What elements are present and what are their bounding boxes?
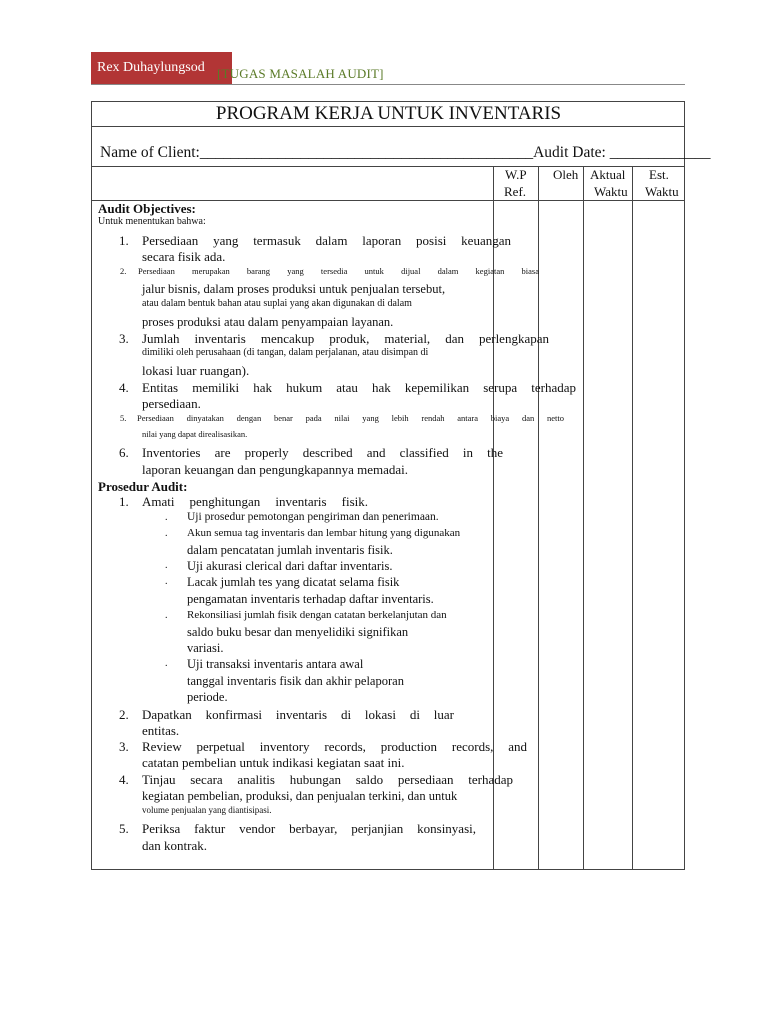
col-divider-est: [632, 166, 633, 869]
list-number: 4.: [119, 380, 129, 395]
list-text-line: persediaan.: [142, 396, 201, 411]
list-text-line: catatan pembelian untuk indikasi kegiatan saat ini.: [142, 755, 405, 770]
objectives-intro: Untuk menentukan bahwa:: [98, 216, 206, 227]
col-header-oleh: Oleh: [553, 167, 579, 182]
table-border-left: [91, 101, 92, 870]
sub-text-line: Uji akurasi clerical dari daftar inventaris.: [187, 559, 393, 573]
objectives-heading: Audit Objectives:: [98, 201, 196, 216]
table-border-top: [91, 101, 685, 102]
sub-bullet: .: [165, 512, 168, 523]
col-header-aktual-2: Waktu: [594, 184, 628, 199]
sub-text-line: Rekonsiliasi jumlah fisik dengan catatan berkelanjutan dan: [187, 609, 447, 621]
sub-text-line: variasi.: [187, 641, 224, 655]
list-text-line: Persediaan merupakan barang yang tersedia untuk dijual dalam kegiatan biasa: [138, 266, 539, 276]
sub-text-line: Lacak jumlah tes yang dicatat selama fisik: [187, 575, 400, 589]
page-title: PROGRAM KERJA UNTUK INVENTARIS: [215, 103, 562, 124]
list-text-line: Periksa faktur vendor berbayar, perjanjian konsinyasi,: [142, 821, 476, 836]
list-number: 6.: [119, 445, 129, 460]
sub-bullet: .: [165, 610, 168, 621]
sub-text-line: saldo buku besar dan menyelidiki signifikan: [187, 625, 409, 639]
list-number: 3.: [119, 331, 129, 346]
list-text-line: Review perpetual inventory records, production records, and: [142, 739, 527, 754]
document-tag: [TUGAS MASALAH AUDIT]: [217, 66, 384, 81]
col-divider-aktual: [583, 166, 584, 869]
list-number: 3.: [119, 739, 129, 754]
sub-text-line: Akun semua tag inventaris dan lembar hitung yang digunakan: [187, 527, 461, 539]
col-header-aktual-1: Aktual: [590, 167, 626, 182]
list-text-line: Dapatkan konfirmasi inventaris di lokasi di luar: [142, 707, 454, 722]
list-text-line: Persediaan yang termasuk dalam laporan posisi keuangan: [142, 233, 511, 248]
sub-text-line: Uji transaksi inventaris antara awal: [187, 657, 364, 671]
list-number: 2.: [119, 707, 129, 722]
list-text-line: nilai yang dapat direalisasikan.: [142, 429, 248, 439]
col-header-wp-ref-1: W.P: [505, 167, 527, 182]
table-rule-title: [91, 126, 685, 127]
list-text-line: lokasi luar ruangan).: [142, 363, 250, 378]
list-text-line: Tinjau secara analitis hubungan saldo persediaan terhadap: [142, 772, 513, 787]
sub-bullet: .: [165, 658, 168, 669]
list-text-line: entitas.: [142, 723, 180, 738]
list-number: 2.: [120, 266, 127, 276]
list-text-line: Inventories are properly described and classified in the: [142, 445, 503, 460]
col-header-est-1: Est.: [649, 167, 669, 182]
col-header-wp-ref-2: Ref.: [504, 184, 527, 199]
sub-text-line: periode.: [187, 690, 228, 704]
list-number: 5.: [120, 413, 127, 423]
list-text-line: Entitas memiliki hak hukum atau hak kepemilikan serupa terhadap: [142, 380, 576, 395]
list-number: 4.: [119, 772, 129, 787]
col-header-est-2: Waktu: [645, 184, 679, 199]
client-audit-date-line: Name of Client:___________________________________________Audit Date: _____________: [100, 144, 711, 161]
list-text-line: Amati penghitungan inventaris fisik.: [142, 494, 368, 509]
table-border-bottom: [91, 869, 685, 870]
list-text-line: dan kontrak.: [142, 838, 207, 853]
list-text-line: Jumlah inventaris mencakup produk, material, dan perlengkapan: [142, 331, 549, 346]
list-text-line: secara fisik ada.: [142, 249, 226, 264]
list-text-line: volume penjualan yang diantisipasi.: [142, 805, 272, 815]
header-rule: [91, 84, 685, 85]
list-text-line: kegiatan pembelian, produksi, dan penjualan terkini, dan untuk: [142, 789, 458, 803]
list-text-line: proses produksi atau dalam penyampaian layanan.: [142, 315, 394, 329]
list-text-line: atau dalam bentuk bahan atau suplai yang akan digunakan di dalam: [142, 298, 412, 309]
table-border-right: [684, 101, 685, 870]
list-number: 5.: [119, 821, 129, 836]
sub-text-line: pengamatan inventaris terhadap daftar inventaris.: [187, 592, 434, 606]
sub-text-line: Uji prosedur pemotongan pengiriman dan penerimaan.: [187, 511, 439, 523]
list-text-line: Persediaan dinyatakan dengan benar pada nilai yang lebih rendah antara biaya dan netto: [137, 413, 564, 423]
sub-bullet: .: [165, 528, 168, 539]
list-text-line: laporan keuangan dan pengungkapannya memadai.: [142, 462, 409, 477]
sub-text-line: dalam pencatatan jumlah inventaris fisik.: [187, 543, 393, 557]
sub-bullet: .: [165, 560, 168, 571]
sub-bullet: .: [165, 576, 168, 587]
author-name: Rex Duhaylungsod: [97, 60, 205, 75]
list-number: 1.: [119, 233, 129, 248]
procedures-heading: Prosedur Audit:: [98, 479, 188, 494]
list-text-line: jalur bisnis, dalam proses produksi untuk penjualan tersebut,: [142, 282, 446, 296]
list-text-line: dimiliki oleh perusahaan (di tangan, dalam perjalanan, atau disimpan di: [142, 347, 429, 358]
sub-text-line: tanggal inventaris fisik dan akhir pelaporan: [187, 674, 404, 688]
list-number: 1.: [119, 494, 129, 509]
